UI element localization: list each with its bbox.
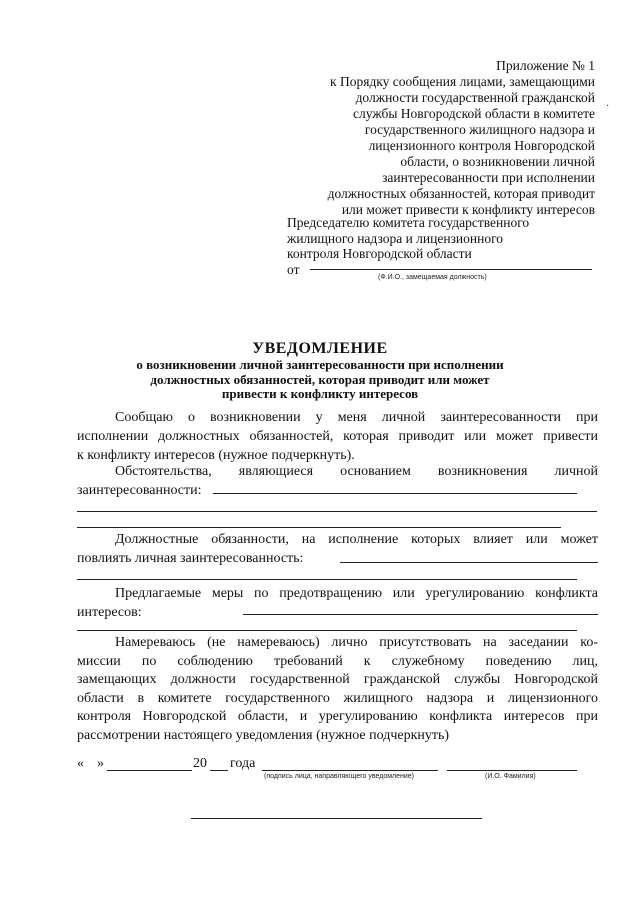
paragraph-line: рассмотрении настоящего уведомления (нужное подчеркнуть): [77, 727, 450, 743]
appendix-line: службы Новгородской области в комитете: [353, 106, 595, 121]
recipient-line: жилищного надзора и лицензионного: [287, 230, 504, 246]
from-field-line[interactable]: [310, 269, 592, 270]
date-month-line[interactable]: [107, 770, 192, 771]
paragraph-line: миссии по соблюдению требований к служебному поведению лиц,: [77, 653, 598, 669]
notice-subtitle-line: должностных обязанностей, которая приводит или может: [150, 371, 490, 387]
circumstances-line[interactable]: [77, 511, 597, 512]
margin-mark: ·: [606, 101, 610, 112]
date-year-prefix: 20: [193, 756, 207, 771]
paragraph-line: замещающих должности государственной гражданской службы Новгородской: [77, 672, 598, 688]
circumstances-label: заинтересованности:: [77, 483, 202, 498]
recipient-line: Председателю комитета государственного: [287, 215, 530, 230]
measures-line[interactable]: [77, 630, 577, 631]
appendix-line: заинтересованности при исполнении: [382, 170, 595, 185]
paragraph-line: Обстоятельства, являющиеся основанием возникновения личной: [115, 464, 598, 479]
paragraph-line: Сообщаю о возникновении у меня личной заинтересованности при: [115, 410, 598, 425]
paragraph-report: [77, 408, 598, 465]
circumstances-line[interactable]: [213, 493, 577, 494]
duties-line[interactable]: [77, 579, 577, 580]
appendix-line: должностных обязанностей, которая приводит: [327, 186, 595, 201]
recipient-block: [287, 215, 597, 277]
recipient-from-label: от: [287, 261, 300, 277]
appendix-block: [290, 58, 595, 218]
date-quote-close: »: [97, 756, 104, 771]
appendix-title: Приложение № 1: [496, 58, 595, 73]
date-year-suffix: года: [230, 756, 256, 771]
bottom-line: [191, 818, 482, 819]
paragraph-measures: [77, 584, 598, 622]
signature-caption: (подпись лица, направляющего уведомление): [264, 773, 415, 780]
recipient-line: контроля Новгородской области: [287, 246, 472, 261]
paragraph-line: к конфликту интересов (нужное подчеркнуть).: [77, 448, 355, 463]
appendix-line: должности государственной гражданской: [355, 90, 595, 105]
notice-title: УВЕДОМЛЕНИЕ: [252, 340, 388, 357]
notice-heading: [95, 340, 545, 402]
appendix-line: области, о возникновении личной: [400, 154, 595, 169]
paragraph-intent: [77, 634, 598, 746]
paragraph-line: исполнении должностных обязанностей, которая приводит или может привести: [77, 429, 598, 444]
circumstances-line[interactable]: [77, 527, 561, 528]
paragraph-line: Должностные обязанности, на исполнение которых влияет или может: [115, 532, 598, 547]
paragraph-line: Предлагаемые меры по предотвращению или урегулированию конфликта: [115, 586, 598, 601]
duties-line[interactable]: [340, 562, 598, 563]
name-line[interactable]: [447, 770, 577, 771]
appendix-line: к Порядку сообщения лицами, замещающими: [330, 74, 595, 89]
measures-line[interactable]: [243, 614, 598, 615]
signature-line[interactable]: [262, 770, 438, 771]
appendix-line: государственного жилищного надзора и: [364, 122, 595, 137]
measures-label: интересов:: [77, 605, 142, 620]
name-caption: (И.О. Фамилия): [485, 773, 536, 780]
notice-subtitle-line: о возникновении личной заинтересованности при исполнении: [136, 357, 504, 372]
date-quote-open: «: [77, 756, 84, 771]
paragraph-line: Намереваюсь (не намереваюсь) лично присутствовать на заседании ко-: [115, 635, 598, 650]
paragraph-line: области в комитете государственного жилищного надзора и лицензионного: [77, 690, 598, 706]
date-year-line[interactable]: [210, 770, 228, 771]
notice-subtitle-line: привести к конфликту интересов: [221, 386, 419, 401]
paragraph-circumstances: [77, 462, 598, 500]
paragraph-line: контроля Новгородской области, и урегулированию конфликта интересов при: [77, 709, 598, 725]
duties-label: повлиять личная заинтересованность:: [77, 551, 304, 566]
from-caption: (Ф.И.О., замещаемая должность): [378, 274, 487, 281]
appendix-line: лицензионного контроля Новгородской: [368, 138, 595, 153]
appendix-line: или может привести к конфликту интересов: [341, 202, 595, 217]
